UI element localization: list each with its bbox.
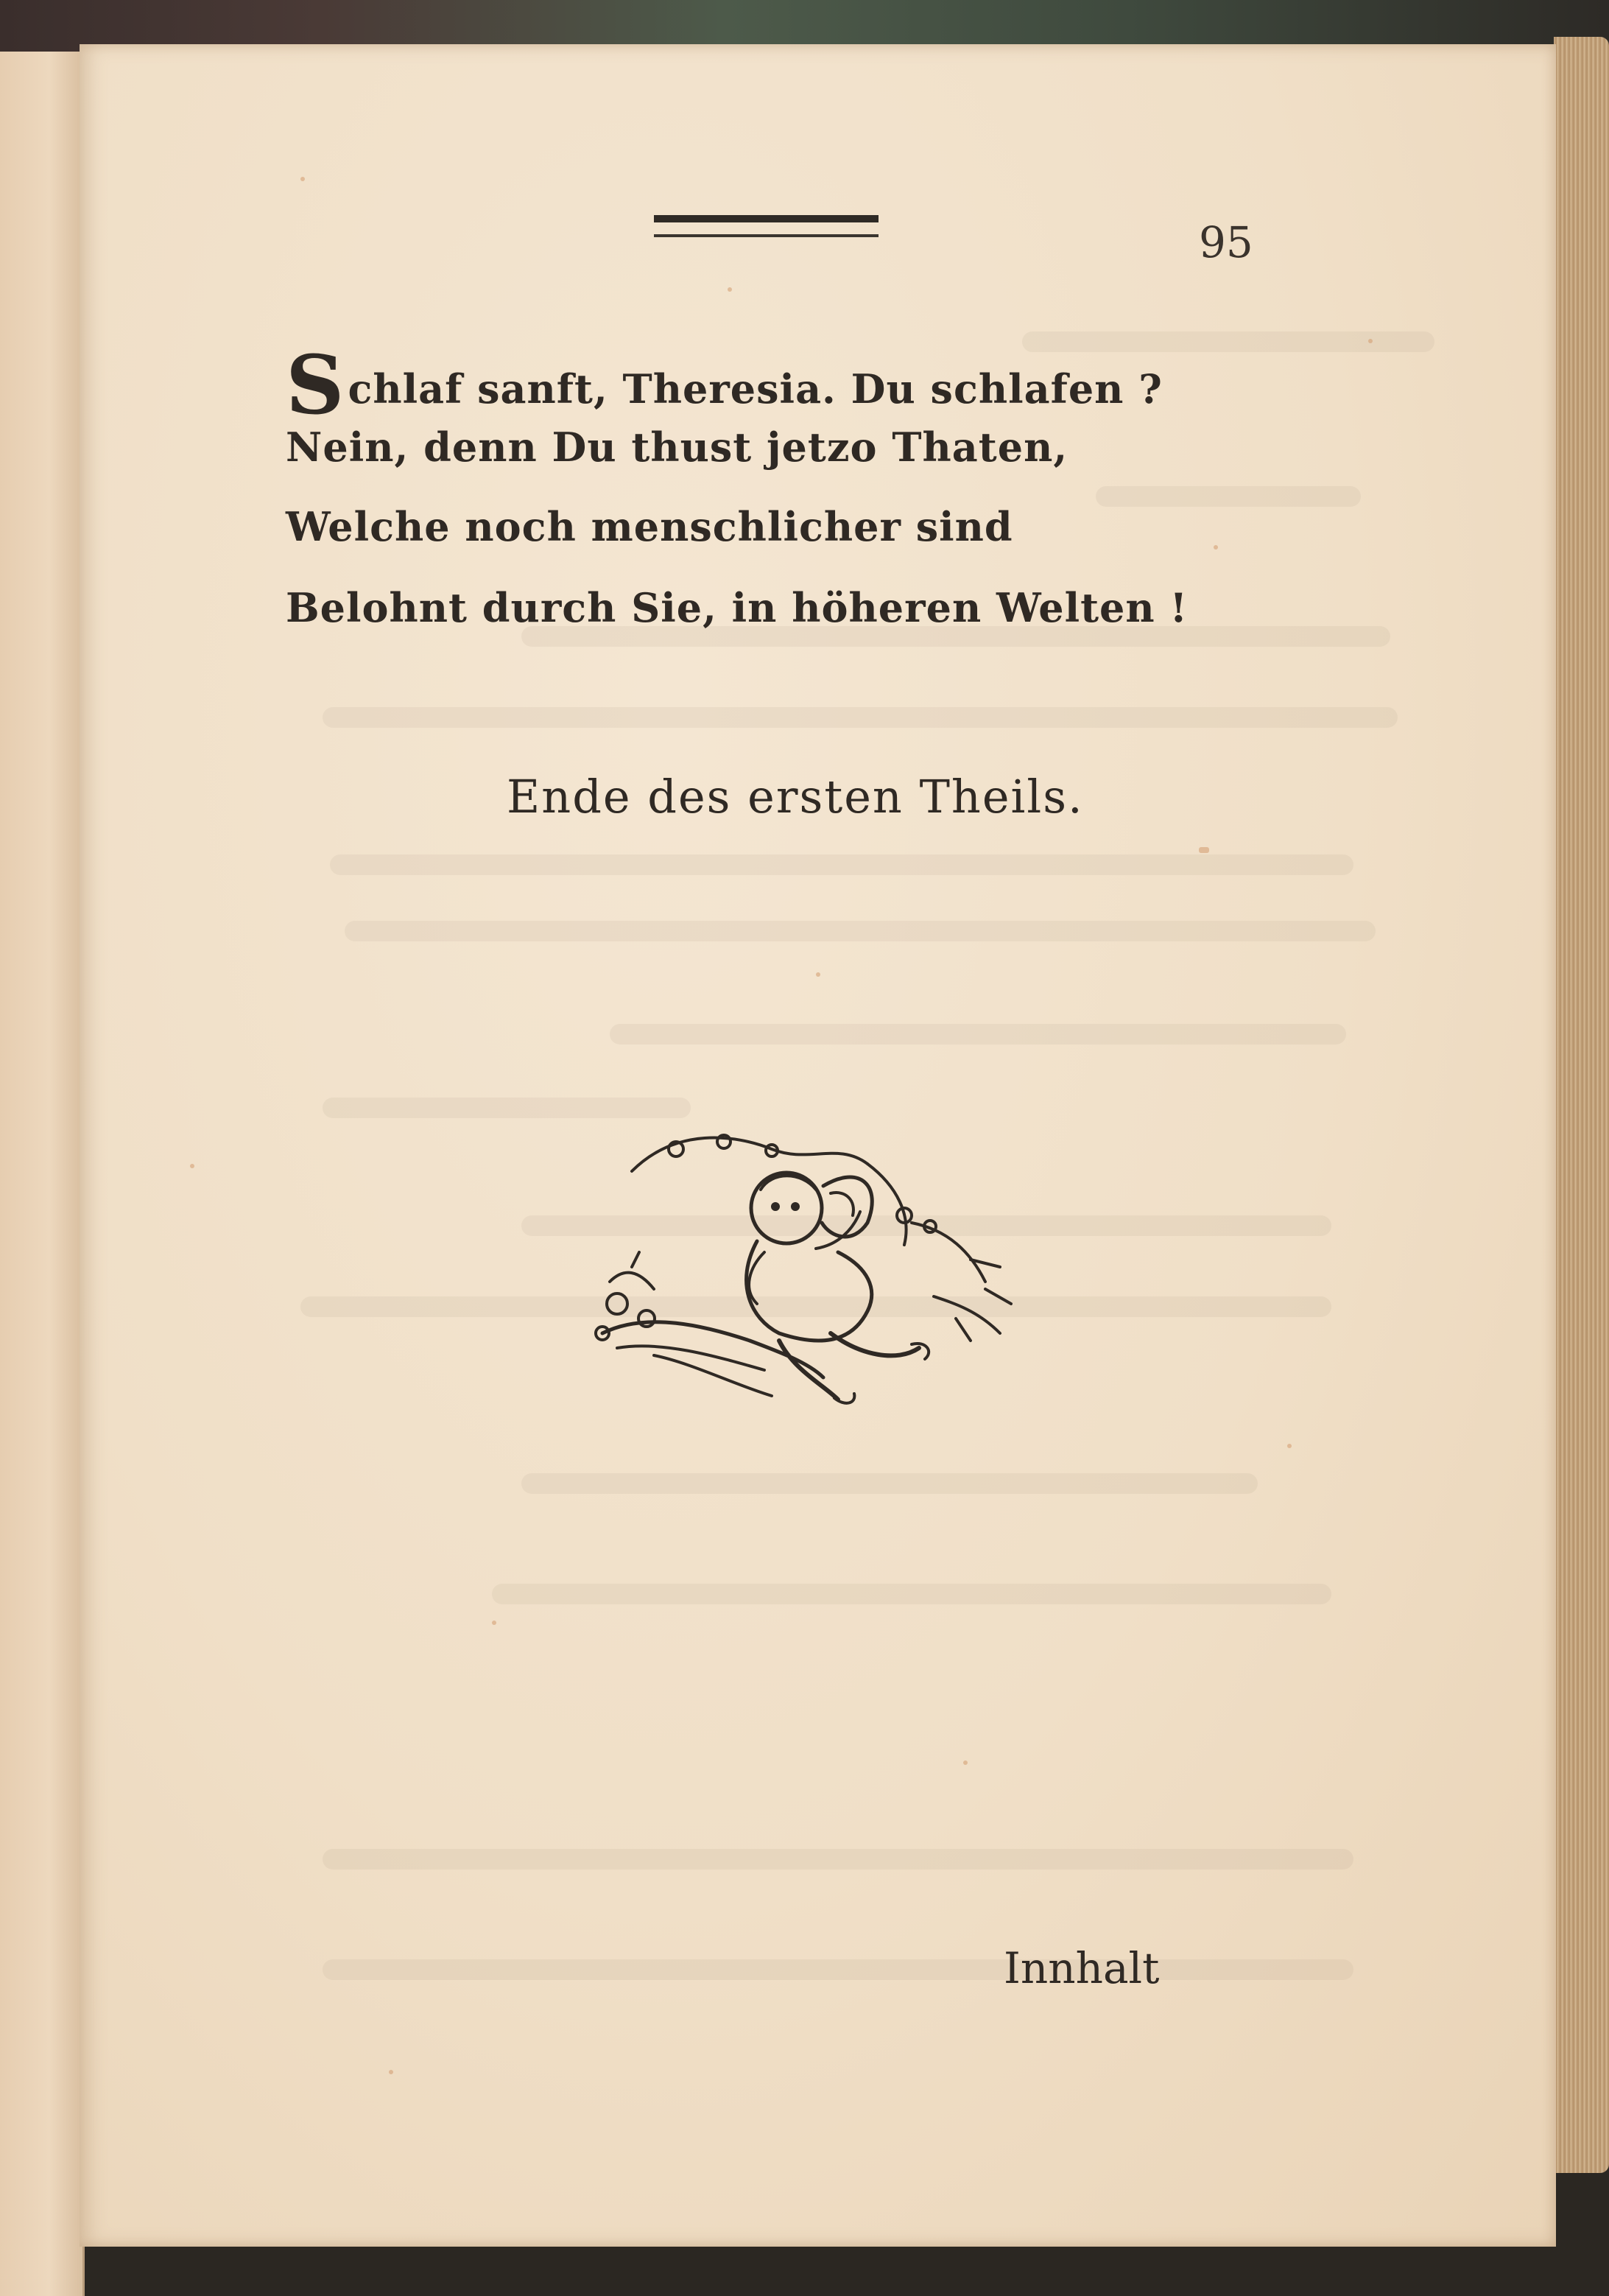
verse-line: Welche noch menschlicher sind [286,503,1013,550]
page-number: 95 [1199,217,1253,267]
verse-line: Belohnt durch Sie, in höheren Welten ! [286,584,1189,631]
catchword: Innhalt [1004,1943,1160,1993]
cherub-vignette-icon [588,1120,1052,1429]
verse-line-text: chlaf sanft, Theresia. Du schlafen ? [348,365,1163,412]
book-page [80,44,1556,2247]
section-ending: Ende des ersten Theils. [507,770,1084,824]
drop-initial: S [286,337,345,432]
left-page-edge [0,52,85,2296]
verse-line [286,337,1163,432]
page-stack-edge [1554,37,1609,2173]
verse-line: Nein, denn Du thust jetzo Thaten, [286,424,1068,471]
header-rule [654,215,879,222]
header-rule-thin [654,234,879,237]
